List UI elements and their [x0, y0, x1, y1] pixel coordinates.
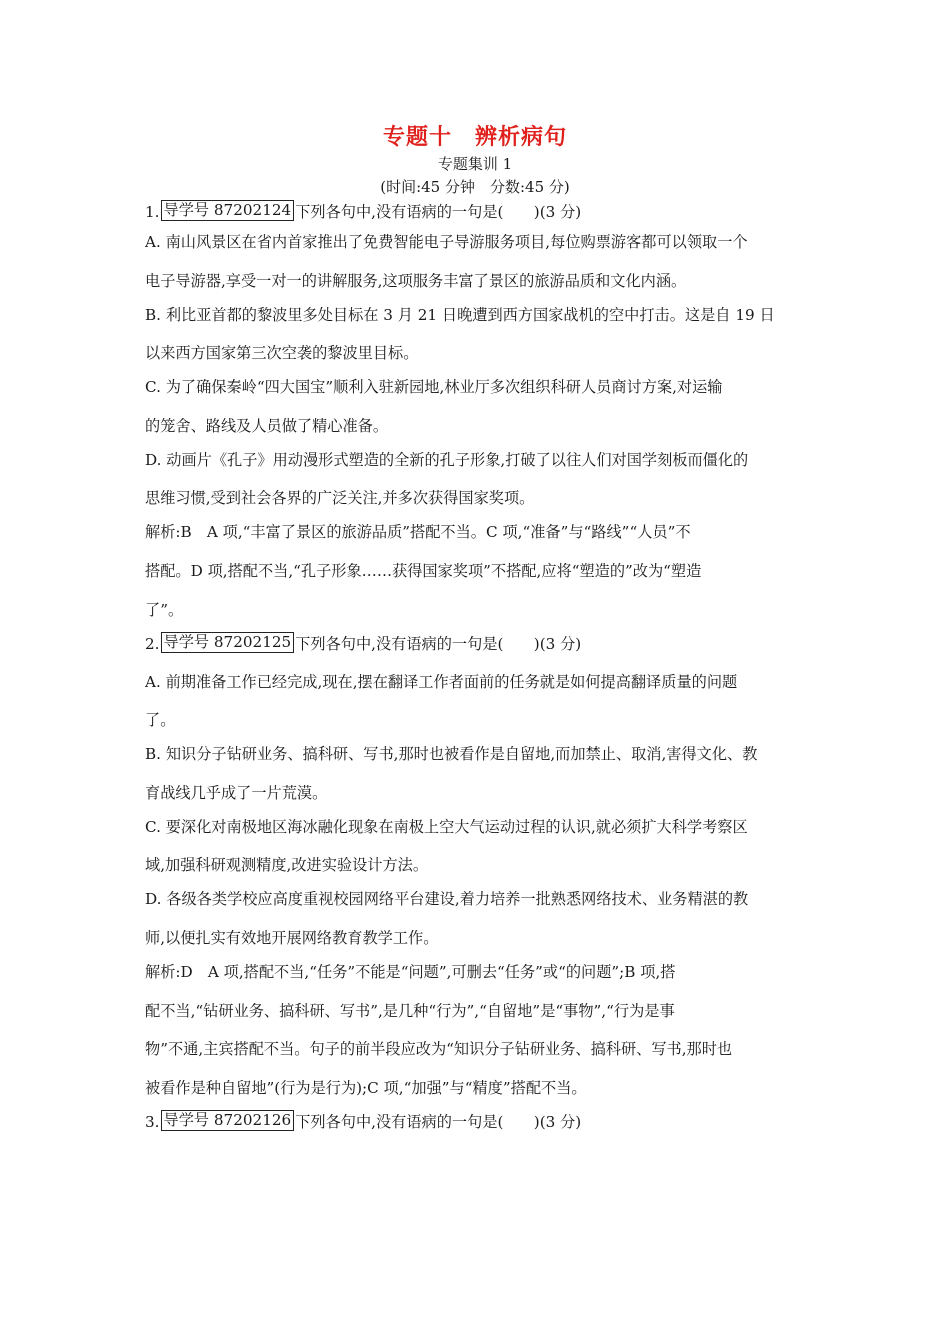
- analysis-line: 了”。: [145, 600, 184, 619]
- page-subtitle: 专题集训 1: [437, 155, 513, 173]
- option-line: 以来西方国家第三次空袭的黎波里目标。: [145, 344, 419, 363]
- question-text: 下列各句中,没有语病的一句是( )(3 分): [295, 1112, 582, 1131]
- option-line: C. 要深化对南极地区海冰融化现象在南极上空大气运动过程的认识,就必须扩大科学考察区: [145, 817, 748, 836]
- option-line: 育战线几乎成了一片荒漠。: [145, 783, 328, 802]
- question-2-stem: [145, 631, 810, 669]
- analysis-line: 被看作是种自留地”(行为是行为);C 项,“加强”与“精度”搭配不当。: [145, 1078, 587, 1097]
- analysis-line: 配不当,“钻研业务、搞科研、写书”,是几种“行为”,“自留地”是“事物”,“行为是事: [145, 1001, 675, 1020]
- option-line: B. 利比亚首都的黎波里多处目标在 3 月 21 日晚遭到西方国家战机的空中打击。这是自 19 日: [145, 305, 775, 324]
- page-title: 专题十 辨析病句: [382, 125, 567, 150]
- analysis-line: 搭配。D 项,搭配不当,“孔子形象……获得国家奖项”不搭配,应将“塑造的”改为“塑造: [145, 561, 702, 580]
- option-line: A. 前期准备工作已经完成,现在,摆在翻译工作者面前的任务就是如何提高翻译质量的问题: [145, 672, 738, 691]
- questions-content: [145, 199, 810, 1139]
- analysis-line: 解析:D A 项,搭配不当,“任务”不能是“问题”,可删去“任务”或“的问题”;B 项,搭: [145, 962, 676, 981]
- option-line: 思维习惯,受到社会各界的广泛关注,并多次获得国家奖项。: [145, 489, 535, 508]
- question-number: 1.: [145, 203, 160, 221]
- reference-number-box: 导学号 87202126: [161, 1110, 295, 1131]
- time-score-info: (时间:45 分钟 分数:45 分): [380, 178, 570, 196]
- option-line: 域,加强科研观测精度,改进实验设计方法。: [145, 856, 429, 875]
- option-line: 的笼舍、路线及人员做了精心准备。: [145, 416, 388, 435]
- question-text: 下列各句中,没有语病的一句是( )(3 分): [295, 203, 582, 221]
- analysis-line: 解析:B A 项,“丰富了景区的旅游品质”搭配不当。C 项,“准备”与“路线”“人员”不: [145, 523, 691, 542]
- option-line: A. 南山风景区在省内首家推出了免费智能电子导游服务项目,每位购票游客都可以领取一个: [145, 233, 748, 251]
- option-line: 师,以便扎实有效地开展网络教育教学工作。: [145, 928, 439, 947]
- question-1-stem: [145, 199, 810, 229]
- option-line: 电子导游器,享受一对一的讲解服务,这项服务丰富了景区的旅游品质和文化内涵。: [145, 271, 687, 290]
- reference-number-box: 导学号 87202125: [161, 632, 295, 653]
- option-line: B. 知识分子钻研业务、搞科研、写书,那时也被看作是自留地,而加禁止、取消,害得文化、教: [145, 745, 758, 764]
- option-line: C. 为了确保秦岭“四大国宝”顺利入驻新园地,林业厅多次组织科研人员商讨方案,对运输: [145, 378, 723, 397]
- question-text: 下列各句中,没有语病的一句是( )(3 分): [295, 634, 582, 653]
- option-line: D. 动画片《孔子》用动漫形式塑造的全新的孔子形象,打破了以往人们对国学刻板而僵化的: [145, 450, 749, 469]
- option-line: 了。: [145, 711, 176, 730]
- question-3-stem: [145, 1109, 810, 1139]
- reference-number-box: 导学号 87202124: [161, 200, 295, 221]
- option-line: D. 各级各类学校应高度重视校园网络平台建设,着力培养一批熟悉网络技术、业务精湛的教: [145, 890, 749, 909]
- question-number: 2.: [145, 634, 160, 653]
- question-number: 3.: [145, 1112, 160, 1131]
- analysis-line: 物”不通,主宾搭配不当。句子的前半段应改为“知识分子钻研业务、搞科研、写书,那时也: [145, 1040, 733, 1059]
